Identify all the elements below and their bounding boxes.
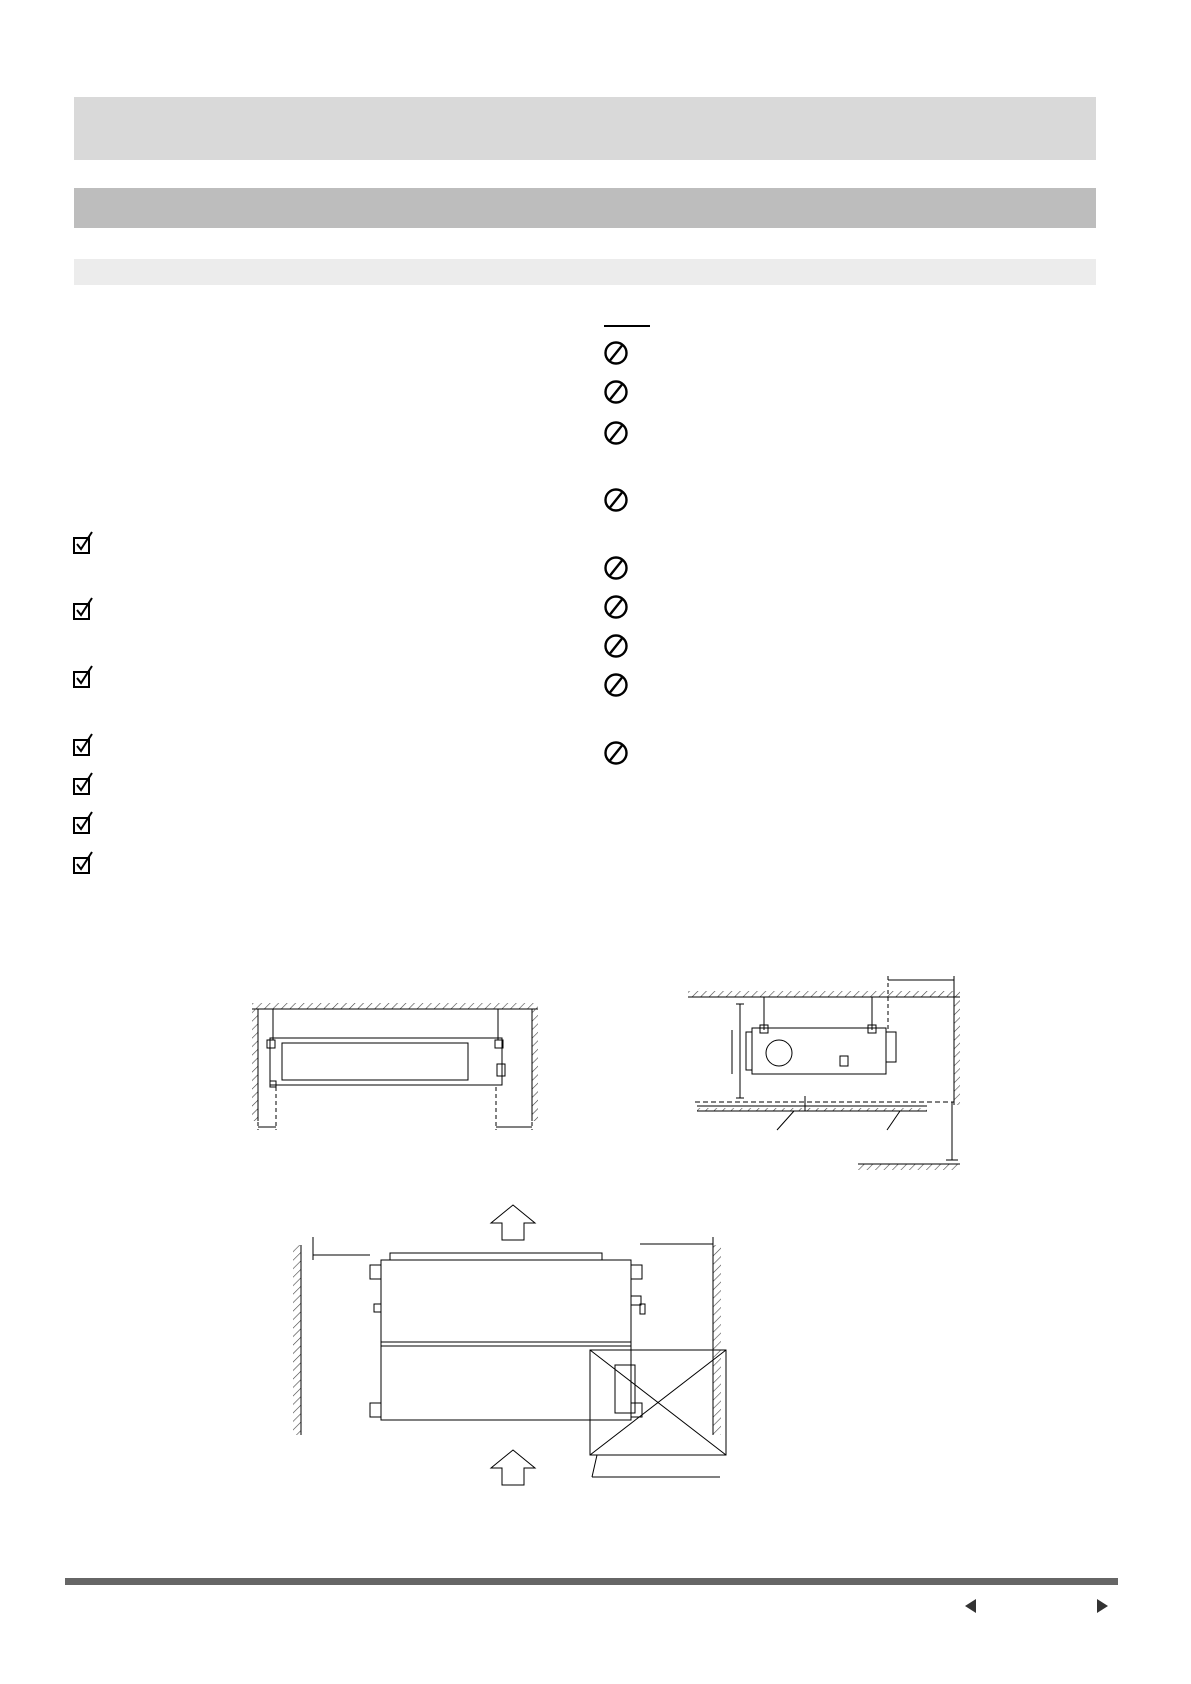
prohibited-icon: [603, 740, 629, 766]
section-band: [74, 188, 1096, 228]
footer-rule: [65, 1578, 1118, 1585]
side-view-figure: [688, 976, 960, 1170]
checkbox-check-icon: [72, 664, 98, 690]
installation-diagrams: [0, 960, 1191, 1500]
header-band: [74, 97, 1096, 160]
subsection-band: [74, 259, 1096, 285]
triangle-left-icon[interactable]: [962, 1597, 980, 1615]
prohibited-icon: [603, 487, 629, 513]
prohibited-icon: [603, 340, 629, 366]
checkbox-check-icon: [72, 530, 98, 556]
checkbox-check-icon: [72, 810, 98, 836]
prohibited-icon: [603, 379, 629, 405]
triangle-right-icon[interactable]: [1093, 1597, 1111, 1615]
prohibited-icon: [603, 594, 629, 620]
prohibited-icon: [603, 672, 629, 698]
checkbox-check-icon: [72, 850, 98, 876]
front-view-figure: [252, 1003, 538, 1130]
checkbox-check-icon: [72, 596, 98, 622]
checkbox-check-icon: [72, 771, 98, 797]
section-underline: [604, 325, 650, 327]
checkbox-check-icon: [72, 732, 98, 758]
prohibited-icon: [603, 420, 629, 446]
top-view-figure: [293, 1205, 726, 1485]
prohibited-icon: [603, 555, 629, 581]
prohibited-icon: [603, 633, 629, 659]
